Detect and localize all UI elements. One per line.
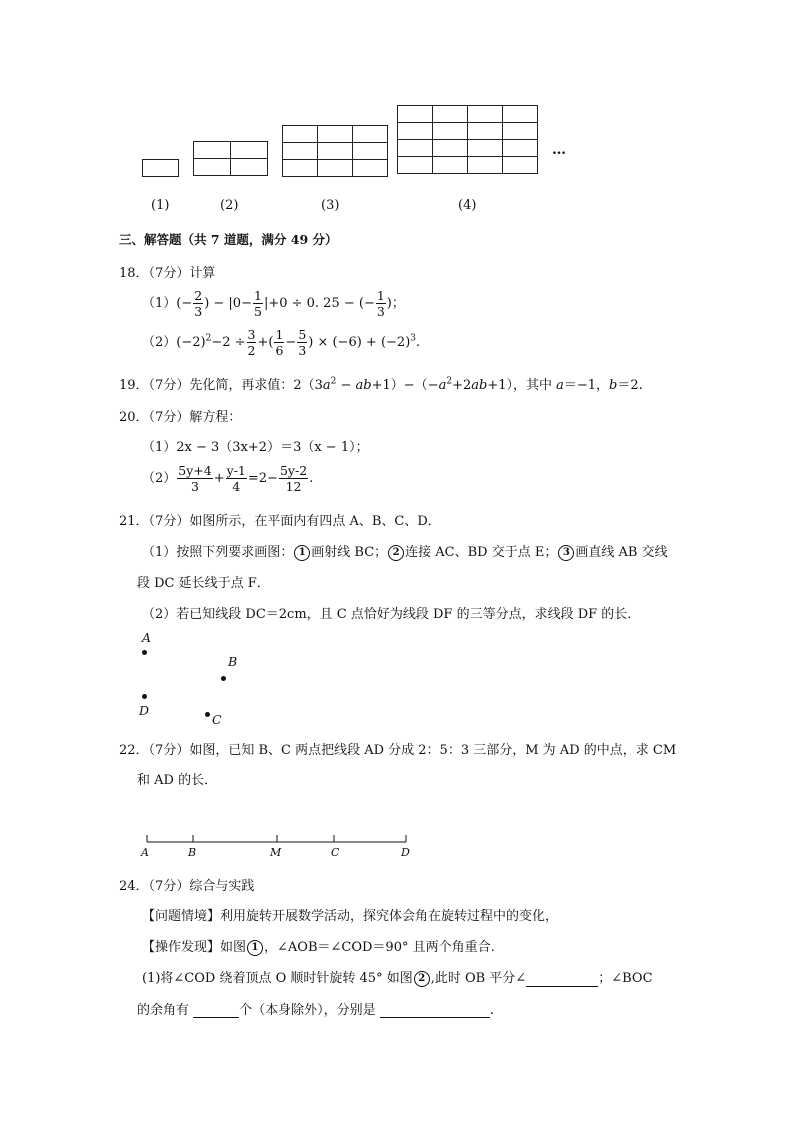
rectangle-figure-4: [397, 105, 538, 174]
q18-part2: $(2)(-2)^2-2$ ÷ $\frac{3}{2}$ +( $\frac{1}{6}$ − $\frac{5}{3}$ ) × $(-6) + (-2)^3$.: [142, 327, 421, 358]
point-d: [142, 694, 147, 699]
q20-part2: （2） $\frac{5y+4}{3}$ + $\frac{y-1}{4}$ =2− $\frac{5y-2}{12}$ .: [142, 463, 314, 494]
q22-line1: 22．（7分）如图，已知 B、C 两点把线段 AD 分成 2：5：3 三部分，M 为 AD 的中点，求 CM: [119, 743, 677, 758]
segment-label-a: A: [141, 846, 149, 859]
section-heading: 三、解答题（共 7 道题，满分 49 分）: [119, 232, 338, 247]
q21-part1-line2: 段 DC 延长线于点 F．: [137, 576, 270, 591]
rectangle-figure-3: [282, 125, 388, 177]
q24-line4: 的余角有 个（本身除外），分别是 .: [137, 1003, 494, 1018]
q24-line2: 【操作发现】如图 1 ，∠AOB＝∠COD＝90° 且两个角重合.: [142, 940, 495, 955]
circled-number-3: 3: [558, 545, 574, 561]
segment-label-c: C: [331, 846, 340, 859]
circled-number-2: 2: [388, 545, 404, 561]
answer-blank-angle[interactable]: [526, 972, 598, 987]
q21-part2: （2）若已知线段 DC＝2cm，且 C 点恰好为线段 DF 的三等分点，求线段 DF 的长．: [142, 607, 641, 622]
point-a: [142, 650, 147, 655]
q20-title: 20．（7分）解方程：: [119, 410, 242, 425]
point-b: [221, 676, 226, 681]
q18-title: 18．（7分）计算: [119, 266, 216, 281]
figure-label-4: (4): [458, 198, 477, 213]
q24-line1: 【问题情境】利用旋转开展数学活动，探究体会角在旋转过程中的变化，: [142, 909, 559, 924]
figure-label-2: (2): [220, 198, 239, 213]
q19-text: 19．（7分）先化简，再求值：$2(3a^2 - ab+1)-(-a^2+2ab+1)$，其中 a＝−1，b＝2.: [119, 376, 643, 393]
segment-label-m: M: [270, 846, 282, 859]
answer-blank-count[interactable]: [193, 1003, 239, 1018]
segment-label-d: D: [401, 846, 410, 859]
segment-diagram: [140, 828, 420, 848]
circled-number-1: 1: [294, 545, 310, 561]
q22-line2: 和 AD 的长．: [137, 773, 218, 788]
figure-label-3: (3): [321, 198, 340, 213]
point-label-a: A: [142, 630, 152, 645]
point-label-c: C: [212, 712, 222, 727]
point-c: [205, 712, 210, 717]
q21-part1-line1: （1）按照下列要求画图： 1 画射线 BC； 2 连接 AC、BD 交于点 E； 3 画直线 AB 交线: [142, 545, 668, 560]
q24-title: 24．（7分）综合与实践: [119, 879, 255, 894]
circled-number-fig1: 1: [247, 940, 263, 956]
figure-label-1: (1): [151, 198, 170, 213]
point-label-b: B: [228, 654, 238, 669]
q21-title: 21．（7分）如图所示，在平面内有四点 A、B、C、D．: [119, 514, 441, 529]
q20-part1: （1）2x − 3（3x+2）＝3（x − 1）；: [142, 440, 369, 455]
figure-ellipsis: …: [552, 142, 566, 158]
point-label-d: D: [139, 703, 150, 718]
rectangle-figure-2: [193, 141, 268, 176]
segment-label-b: B: [188, 846, 197, 859]
q24-line3: (1)将∠COD 绕着顶点 O 顺时针旋转 45° 如图 2 ,此时 OB 平分∠ ；∠BOC: [142, 971, 653, 986]
rectangle-figure-1: [142, 159, 179, 177]
circled-number-fig2: 2: [414, 971, 430, 987]
q18-part1: （1）(− $\frac{2}{3}$ ) − |0− $\frac{1}{5}$ |+0 ÷ 0. 25 − (− $\frac{1}{3}$ )；: [142, 288, 405, 319]
answer-blank-list[interactable]: [380, 1003, 490, 1018]
